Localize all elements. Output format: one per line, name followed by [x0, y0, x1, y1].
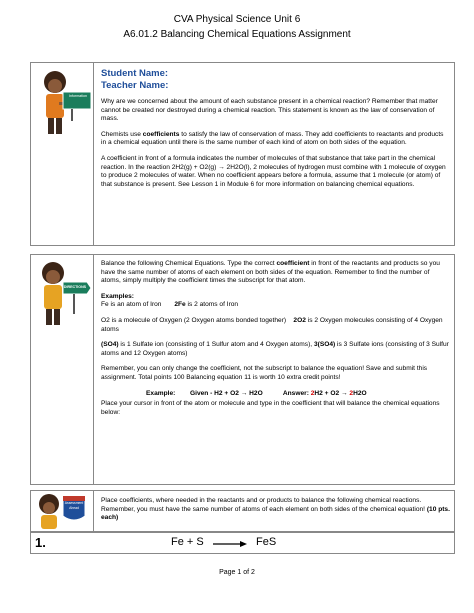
avatar-cell — [31, 491, 94, 531]
student-name-label: Student Name: — [101, 68, 169, 79]
remember-paragraph: Remember, you can only change the coefficient, not the subscript to balance the equation! Save and submit this assignment. Total points 100 Balancing equation 11 is worth 10 extra credit points! — [101, 365, 428, 381]
information-sign-label: Information — [69, 94, 87, 98]
coefficient-meaning-paragraph: A coefficient in front of a formula indicates the number of molecules of that substance that take part in the chemical reaction. In the reaction 2H2(g) + O2(g) → 2H2O(l), 2 molecules of hydrogen must combine with 1 molecule of oxygen to produce 2 molecules of water. When no coefficient appears before a formula, assume that 1 molecule (or atom) of that substance is present. See Lesson 1 in Module 6 for more information on balancing chemical equations. — [101, 154, 446, 188]
directions-sign-label: DIRECTIONS — [63, 285, 87, 289]
directions-avatar-icon — [33, 259, 93, 329]
example-sulfate: (SO4) is 1 Sulfate ion (consisting of 1 Sulfur atom and 4 Oxygen atoms), 3(SO4) is 3 Sulfate ions (consisting of 3 Sulfur atoms and 12 Oxygen atoms) — [101, 341, 449, 357]
avatar-cell — [31, 63, 94, 245]
assessment-avatar-icon — [33, 492, 93, 530]
coefficients-paragraph: Chemists use coefficients to satisfy the law of conservation of mass. They add coefficients to reactants and products in a chemical equation until there is the same number of each kind of atom on both sides of the equation. — [101, 130, 444, 147]
reaction-arrow-icon — [213, 540, 247, 548]
assessment-section — [30, 490, 455, 532]
directions-paragraph: Balance the following Chemical Equations. Type the correct coefficient in front of the reactants and products so you have the same number of atoms of each element on both sides of the equation. Remember to find the number of atoms, simply multiply the coefficient times the subscript for that atom. — [101, 260, 440, 285]
example-equation-row: Example: Given - H2 + O2 → H2O Answer: 2H2 + O2 → 2H2O — [146, 389, 367, 397]
teacher-avatar-icon — [33, 68, 93, 138]
question-products[interactable]: FeS — [256, 536, 277, 548]
example-iron: Fe is an atom of Iron 2Fe is 2 atoms of Iron — [101, 301, 239, 309]
page-number: Page 1 of 2 — [219, 569, 255, 576]
teacher-name-label: Teacher Name: — [101, 80, 169, 91]
examples-heading: Examples: — [101, 292, 134, 300]
assignment-title: A6.01.2 Balancing Chemical Equations Assignment — [123, 29, 351, 40]
conservation-paragraph: Why are we concerned about the amount of each substance present in a chemical reaction? Remember that matter cannot be created nor destroyed during a chemical reaction. This statement is known as the law of conservation of mass. — [101, 98, 438, 123]
question-number: 1. — [35, 535, 46, 550]
assessment-sign-line1: Assessment — [64, 501, 84, 505]
directions-section — [30, 254, 455, 485]
question-1-row — [30, 532, 455, 554]
information-section — [30, 62, 455, 246]
assessment-instructions: Place coefficients, where needed in the reactants and or products to balance the following chemical reactions. Remember, you must have the same number of atoms of each element on both sides of the chemical equation! (10 pts. each) — [101, 497, 450, 522]
example-oxygen: O2 is a molecule of Oxygen (2 Oxygen atoms bonded together) 2O2 is 2 Oxygen molecules consisting of 4 Oxygen atoms — [101, 316, 443, 333]
assessment-sign-line2: Ahead — [69, 506, 79, 510]
document-title: CVA Physical Science Unit 6 — [173, 14, 301, 25]
avatar-cell — [31, 255, 94, 484]
question-reactants[interactable]: Fe + S — [171, 536, 204, 548]
cursor-instructions: Place your cursor in front of the atom or molecule and type in the coefficient that will balance the chemical equations below: — [101, 400, 440, 416]
